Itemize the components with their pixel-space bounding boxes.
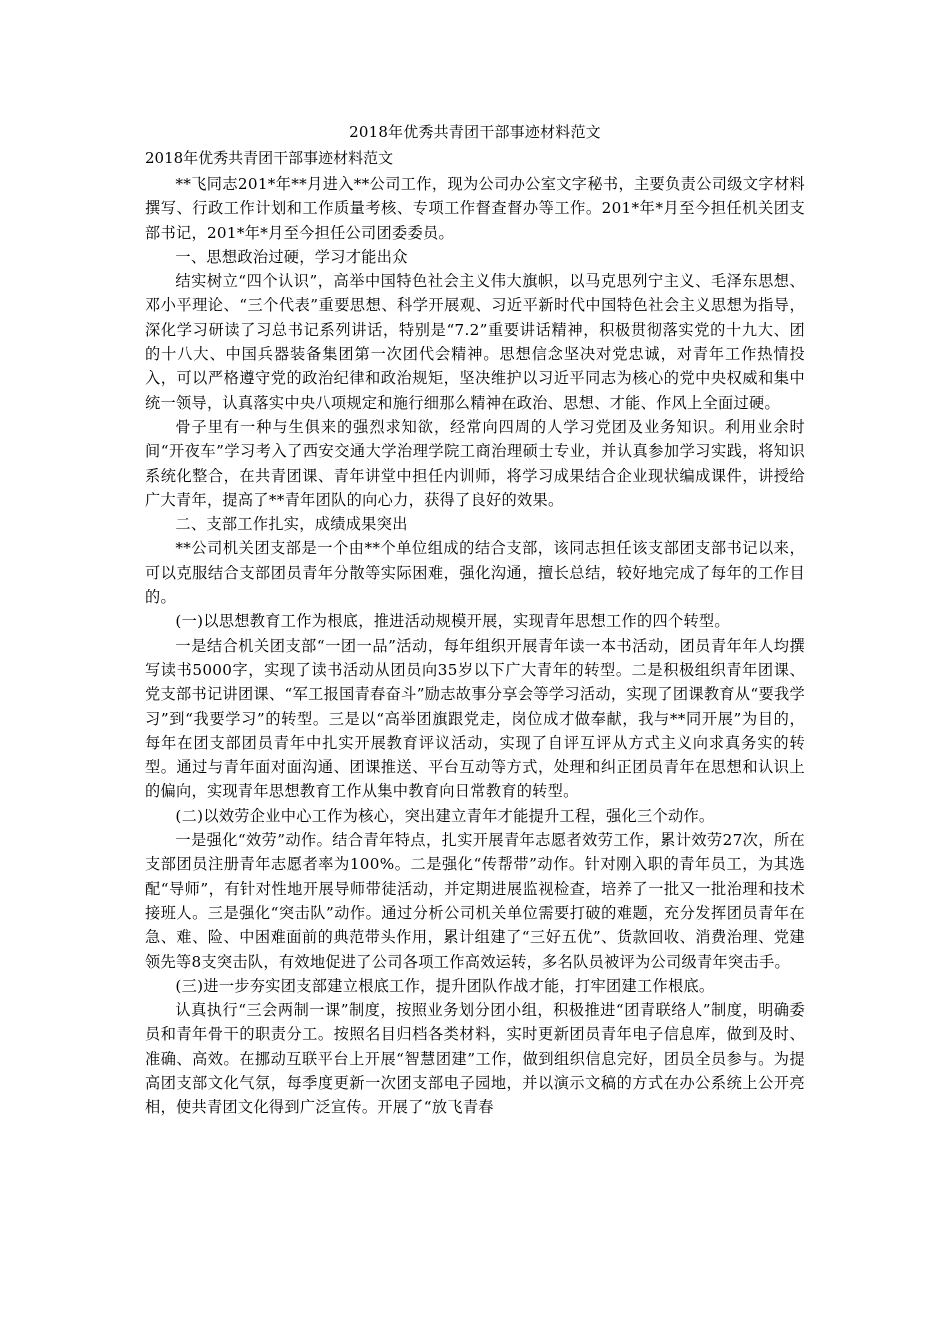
document-title: 2018年优秀共青团干部事迹材料范文 — [349, 123, 601, 141]
paragraph-education: 一是结合机关团支部“一团一品”活动，每年组织开展青年读一本书活动，团员青年年人均撰写读书5000字，实现了读书活动从团员向35岁以下广大青年的转型。二是积极组织青年团课、党支部书记讲团课、“军工报国青春奋斗”励志故事分享会等学习活动，实现了团课教育从“要我学习”到“我要学习”的转型。三是以“高举团旗跟党走，岗位成才做奉献，我与**同开展”为目的，每年在团支部团员青年中扎实开展教育评议活动，实现了自评互评从方式主义向求真务实的转型。通过与青年面对面沟通、团课推送、平台互动等方式，处理和纠正团员青年在思想和认识上的偏向，实现青年思想教育工作从集中教育向日常教育的转型。 — [145, 636, 805, 801]
subheading-1: (一)以思想教育工作为根底，推进活动规模开展，实现青年思想工作的四个转型。 — [175, 612, 730, 631]
subheading-3: (三)进一步夯实团支部建立根底工作，提升团队作战才能，打牢团建工作根底。 — [175, 976, 715, 995]
document-subtitle: 2018年优秀共青团干部事迹材料范文 — [145, 149, 394, 167]
paragraph-learning: 骨子里有一种与生俱来的强烈求知欲，经常向四周的人学习党团及业务知识。利用业余时间“开夜车”学习考入了西安交通大学治理学院工商治理硕士专业，并认真参加学习实践，将知识系统化整合，在共青团课、青年讲堂中担任内训师，将学习成果结合企业现状编成课件，讲授给广大青年，提高了**青年团队的向心力，获得了良好的效果。 — [145, 417, 805, 509]
subheading-2: (二)以效劳企业中心工作为核心，突出建立青年才能提升工程，强化三个动作。 — [175, 806, 715, 825]
paragraph-service: 一是强化“效劳”动作。结合青年特点，扎实开展青年志愿者效劳工作，累计效劳27次，所在支部团员注册青年志愿者率为100%。二是强化“传帮带”动作。针对刚入职的青年员工，为其选配“导师”，有针对性地开展导师带徒活动，并定期进展监视检查，培养了一批又一批治理和技术接班人。三是强化“突击队”动作。通过分析公司机关单位需要打破的难题，充分发挥团员青年在急、难、险、中困难面前的典范带头作用，累计组建了“三好五优”、货款回收、消费治理、党建领先等8支突击队，有效地促进了公司各项工作高效运转，多名队员被评为公司级青年突击手。 — [145, 831, 805, 971]
paragraph-intro: **飞同志201*年**月进入**公司工作，现为公司办公室文字秘书，主要负责公司级文字材料撰写、行政工作计划和工作质量考核、专项工作督查督办等工作。201*年*月至今担任机关团支部书记，201*年*月至今担任公司团委委员。 — [145, 175, 805, 242]
section-heading-1: 一、思想政治过硬，学习才能出众 — [175, 247, 408, 266]
paragraph-branch: **公司机关团支部是一个由**个单位组成的结合支部，该同志担任该支部团支部书记以来，可以克服结合支部团员青年分散等实际困难，强化沟通，擅长总结，较好地完成了每年的工作目的。 — [145, 539, 805, 607]
document-page — [145, 120, 805, 1120]
paragraph-foundation: 认真执行“三会两制一课”制度，按照业务划分团小组，积极推进“团青联络人”制度，明确委员和青年骨干的职责分工。按照名目归档各类材料，实时更新团员青年电子信息库，做到及时、准确、高效。在挪动互联平台上开展“智慧团建”工作，做到组织信息完好，团员全员参与。为提高团支部文化气氛，每季度更新一次团支部电子园地，并以演示文稿的方式在办公系统上公开亮相，使共青团文化得到广泛宣传。开展了“放飞青春 — [145, 1001, 805, 1117]
section-heading-2: 二、支部工作扎实，成绩成果突出 — [175, 515, 408, 534]
paragraph-ideology: 结实树立“四个认识”，高举中国特色社会主义伟大旗帜，以马克思列宁主义、毛泽东思想、邓小平理论、“三个代表”重要思想、科学开展观、习近平新时代中国特色社会主义思想为指导，深化学习研读了习总书记系列讲话，特别是“7.2”重要讲话精神，积极贯彻落实党的十九大、团的十八大、中国兵器装备集团第一次团代会精神。思想信念坚决对党忠诚，对青年工作热情投入，可以严格遵守党的政治纪律和政治规矩，坚决维护以习近平同志为核心的党中央权威和集中统一领导，认真落实中央八项规定和施行细那么精神在政治、思想、才能、作风上全面过硬。 — [145, 272, 805, 412]
